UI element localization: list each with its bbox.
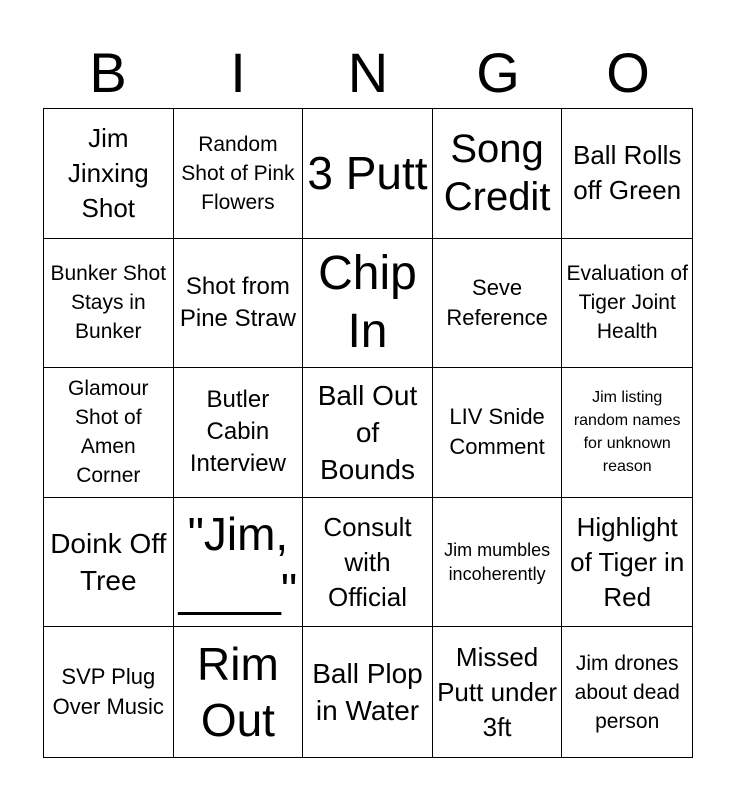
bingo-board bbox=[43, 108, 693, 758]
bingo-cell[interactable] bbox=[174, 239, 304, 369]
header-letter-g: G bbox=[476, 41, 520, 104]
cell-text: LIV Snide Comment bbox=[449, 404, 545, 460]
bingo-cell[interactable] bbox=[562, 627, 692, 757]
cell-text: Random Shot of Pink Flowers bbox=[181, 132, 295, 214]
cell-text: Chip In bbox=[318, 246, 417, 358]
cell-text: Consult with Official bbox=[323, 511, 412, 612]
bingo-cell[interactable] bbox=[44, 498, 174, 628]
bingo-cell[interactable] bbox=[562, 368, 692, 498]
cell-text: Seve Reference bbox=[446, 274, 548, 330]
cell-text: Glamour Shot of Amen Corner bbox=[68, 377, 149, 488]
bingo-cell[interactable] bbox=[44, 239, 174, 369]
cell-text: Evaluation of Tiger Joint Health bbox=[566, 262, 688, 344]
header-letter-n: N bbox=[347, 41, 389, 104]
bingo-cell[interactable] bbox=[44, 368, 174, 498]
header-letter-o: O bbox=[606, 41, 650, 104]
cell-text: 3 Putt bbox=[307, 147, 428, 200]
bingo-cell[interactable] bbox=[433, 368, 563, 498]
bingo-cell[interactable] bbox=[433, 109, 563, 239]
cell-text: Jim listing random names for unknown reason bbox=[573, 389, 681, 476]
cell-text: Missed Putt under 3ft bbox=[437, 641, 558, 742]
cell-text: Bunker Shot Stays in Bunker bbox=[50, 262, 167, 344]
bingo-cell[interactable] bbox=[562, 109, 692, 239]
cell-text: Jim Jinxing Shot bbox=[67, 122, 149, 223]
bingo-cell[interactable] bbox=[303, 498, 433, 628]
bingo-cell[interactable] bbox=[174, 109, 304, 239]
bingo-cell[interactable] bbox=[433, 239, 563, 369]
cell-text: Ball Out of Bounds bbox=[317, 379, 418, 485]
cell-text: Highlight of Tiger in Red bbox=[570, 511, 685, 612]
bingo-cell[interactable] bbox=[562, 239, 692, 369]
bingo-cell[interactable] bbox=[174, 498, 304, 628]
cell-text: Doink Off Tree bbox=[50, 528, 167, 597]
cell-text: Ball Rolls off Green bbox=[573, 140, 682, 206]
cell-text: Rim Out bbox=[197, 638, 279, 747]
cell-text: Ball Plop in Water bbox=[312, 658, 423, 727]
bingo-cell[interactable] bbox=[174, 627, 304, 757]
bingo-cell[interactable] bbox=[303, 368, 433, 498]
cell-text: SVP Plug Over Music bbox=[52, 664, 164, 720]
bingo-cell[interactable] bbox=[303, 627, 433, 757]
cell-text: Butler Cabin Interview bbox=[189, 386, 286, 478]
bingo-cell[interactable] bbox=[433, 627, 563, 757]
cell-text: "Jim, ____" bbox=[178, 508, 298, 617]
bingo-header bbox=[43, 40, 693, 106]
bingo-cell[interactable] bbox=[303, 239, 433, 369]
bingo-cell[interactable] bbox=[303, 109, 433, 239]
bingo-cell[interactable] bbox=[174, 368, 304, 498]
bingo-cell[interactable] bbox=[44, 627, 174, 757]
bingo-cell[interactable] bbox=[562, 498, 692, 628]
cell-text: Shot from Pine Straw bbox=[179, 272, 296, 332]
cell-text: Jim mumbles incoherently bbox=[444, 540, 551, 585]
bingo-cell[interactable] bbox=[44, 109, 174, 239]
cell-text: Song Credit bbox=[443, 127, 551, 220]
header-letter-i: I bbox=[230, 41, 246, 104]
header-letter-b: B bbox=[89, 41, 127, 104]
bingo-cell[interactable] bbox=[433, 498, 563, 628]
cell-text: Jim drones about dead person bbox=[574, 651, 680, 733]
